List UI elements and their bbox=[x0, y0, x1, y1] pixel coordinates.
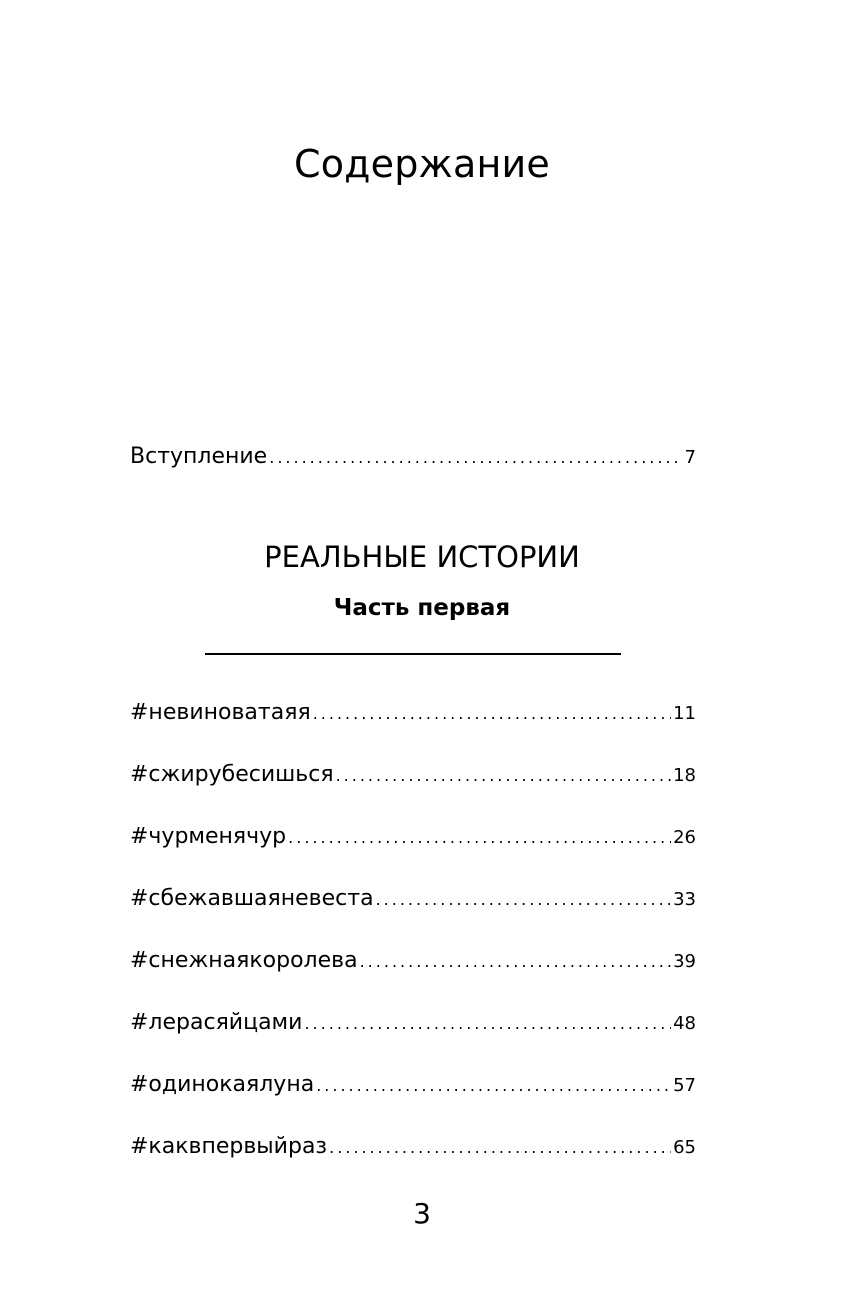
toc-entry bbox=[130, 699, 696, 728]
toc-entry bbox=[130, 1133, 696, 1162]
toc-leader-dots bbox=[376, 886, 672, 914]
toc-entry-page: 7 bbox=[684, 447, 696, 468]
toc-entry-page: 18 bbox=[673, 765, 696, 786]
toc-entry bbox=[130, 885, 696, 914]
toc-entry-title: #сжирубесишься bbox=[130, 762, 334, 787]
page-title: Содержание bbox=[294, 142, 550, 186]
toc-leader-dots bbox=[288, 824, 671, 852]
toc-entry bbox=[130, 1009, 696, 1038]
toc-leader-dots bbox=[304, 1010, 671, 1038]
toc-leader-dots bbox=[269, 444, 682, 472]
toc-entry-page: 33 bbox=[673, 889, 696, 910]
toc-entry-page: 26 bbox=[673, 827, 696, 848]
toc-entry bbox=[130, 823, 696, 852]
toc-entry bbox=[130, 947, 696, 976]
toc-entry-title: Вступление bbox=[130, 444, 268, 469]
page-number: 3 bbox=[413, 1197, 431, 1230]
toc-entry-title: #снежнаякоролева bbox=[130, 948, 358, 973]
toc-leader-dots bbox=[313, 700, 671, 728]
toc-leader-dots bbox=[329, 1134, 671, 1162]
section-divider bbox=[205, 653, 621, 655]
toc-entry-title: #лерасяйцами bbox=[130, 1010, 303, 1035]
toc-entry-page: 39 bbox=[673, 951, 696, 972]
toc-entry-page: 11 bbox=[673, 703, 696, 724]
toc-leader-dots bbox=[360, 948, 672, 976]
toc-entry bbox=[130, 761, 696, 790]
section-title: РЕАЛЬНЫЕ ИСТОРИИ bbox=[264, 540, 580, 574]
toc-entry-page: 65 bbox=[673, 1137, 696, 1158]
toc-entry-title: #одинокаялуна bbox=[130, 1072, 315, 1097]
toc-entry-title: #сбежавшаяневеста bbox=[130, 886, 374, 911]
toc-entry-title: #невиноватаяя bbox=[130, 700, 311, 725]
toc-entry-title: #чурменячур bbox=[130, 824, 287, 849]
toc-entry-title: #каквпервыйраз bbox=[130, 1134, 328, 1159]
toc-entry bbox=[130, 1071, 696, 1100]
toc-entry-page: 57 bbox=[673, 1075, 696, 1096]
toc-entry-intro bbox=[130, 443, 696, 472]
toc-leader-dots bbox=[316, 1072, 671, 1100]
toc-entry-page: 48 bbox=[673, 1013, 696, 1034]
section-subtitle: Часть первая bbox=[333, 595, 511, 621]
toc-leader-dots bbox=[336, 762, 672, 790]
